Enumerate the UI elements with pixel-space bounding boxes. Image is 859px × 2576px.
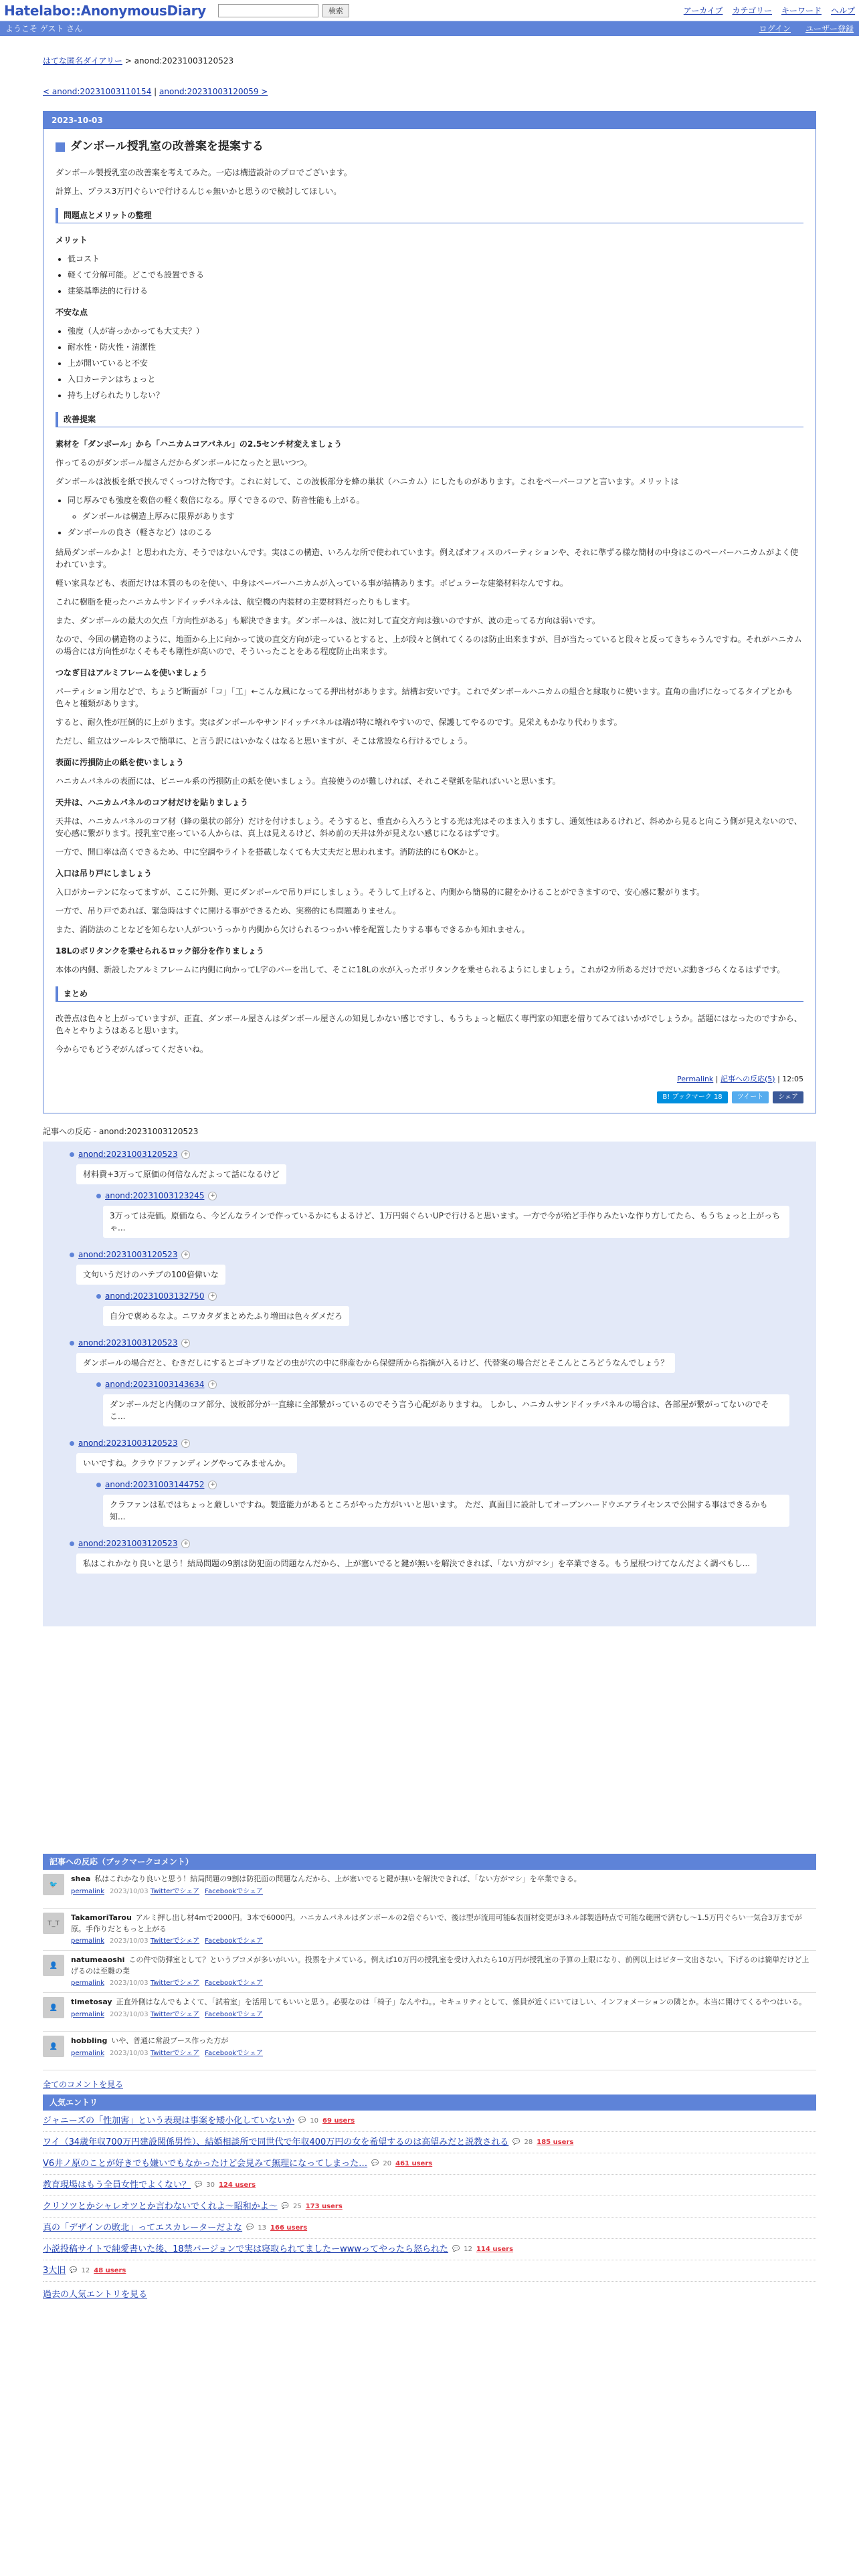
response-item [70,1537,789,1579]
comment-bubble-icon: 💬 [70,2266,78,2274]
response-text: 3万っては売価。原価なら、今どんなラインで作っているかにもよるけど、1万円弱ぐらいUPで行けると思います。一方で今が殆ど手作りみたいな作り方してたら、もうちょっと上がっちゃ... [103,1206,789,1238]
bullet-icon [70,1341,74,1346]
past-popular-link[interactable]: 過去の人気エントリを見る [43,2290,148,2300]
tweet-button[interactable]: ツイート [732,1091,769,1103]
user-bar [0,21,859,36]
response-item [70,1337,789,1432]
demerit-list [68,325,803,401]
bookmark-comment [43,1993,816,2032]
nested-list [82,510,803,522]
response-id-link[interactable]: anond:20231003123245 [105,1191,205,1200]
expand-icon[interactable]: + [208,1192,217,1200]
comment-bubble-icon: 💬 [195,2181,203,2188]
bullet-icon [70,1441,74,1446]
comment-count: 28 [524,2139,533,2146]
popular-entry [43,2111,816,2132]
global-header [0,0,859,21]
nav-help-link[interactable]: ヘルプ [830,5,855,15]
expand-icon[interactable]: + [181,1539,190,1548]
crow-avatar-icon[interactable]: 🐦 [43,1874,64,1895]
response-text: クラファンは私ではちょっと厳しいですね。製造能力があるところがやった方がいいと思います。 ただ、真面目に設計してオープンハードウエアライセンスで公開する事はできるかも知... [103,1495,789,1527]
twitter-share-link[interactable]: Twitterでシェア [150,1887,200,1895]
response-id-link[interactable]: anond:20231003120523 [78,1150,178,1159]
list-item-text: 同じ厚みでも強度を数倍の軽く数倍になる。厚くできるので、防音性能も上がる。 [68,495,365,505]
comment-date: 2023/10/03 [110,1937,149,1945]
nav-category-link[interactable]: カテゴリー [732,5,772,15]
merit-list [68,253,803,297]
response-text: 材料費+3万って原価の何倍なんだよって話になるけど [76,1164,286,1184]
bullet-icon [96,1194,101,1198]
past-popular [43,2288,816,2302]
entry-pager [43,86,859,98]
expand-icon[interactable]: + [181,1150,190,1159]
paragraph: すると、耐久性が圧倒的に上がります。実はダンボールやサンドイッチパネルは端が特に壊れやすいので、保護してやるのです。見栄えもかなり代わります。 [56,717,622,727]
response-link-row [70,1437,789,1449]
permalink-link[interactable]: Permalink [677,1074,714,1083]
popular-entries-list [43,2111,816,2282]
title-square-icon [56,142,65,152]
honeycomb-merit-list [68,494,803,538]
popular-entry [43,2260,816,2282]
comment-meta [71,1978,816,1988]
popular-entries-heading: 人気エントリ [43,2095,816,2111]
response-text: 私はこれかなり良いと思う！結局問題の9割は防犯面の問題なんだから、上が塞いでると鍵が無いを解決できれば、「ない方がマシ」を卒業できる。もう屋根つけてなんだよく調べもし... [76,1553,757,1574]
section-heading: 改善提案 [56,412,803,427]
popular-entry [43,2132,816,2153]
comment-count: 25 [292,2203,302,2210]
bookmark-users[interactable]: 114 users [476,2246,514,2253]
comment-bubble-icon: 💬 [281,2202,289,2210]
child-response [96,1290,789,1331]
list-item: • 入口カーテンはちょっと [68,373,803,385]
expand-icon[interactable]: + [181,1251,190,1259]
comment-bubble-icon: 💬 [371,2159,379,2167]
comment-date: 2023/10/03 [110,1979,149,1987]
bookmark-users[interactable]: 173 users [305,2203,343,2210]
comment-date: 2023/10/03 [110,1887,149,1895]
share-buttons [56,1091,803,1103]
paragraph: また、消防法のことなどを知らない人がついうっかり内側から欠けられるつっかい棒を配置したりする事もできるかも知れません。 [56,924,530,934]
subheading: 素材を「ダンボール」から「ハニカムコアパネル」の2.5センチ材変えましょう [56,439,343,449]
list-item: • 低コスト [68,253,803,265]
response-link-row [70,1537,789,1549]
list-item: • 軽くて分解可能。どこでも設置できる [68,269,803,281]
expand-icon[interactable]: + [181,1439,190,1448]
subheading: つなぎ目はアルミフレームを使いましょう [56,667,208,677]
paragraph: また、ダンボールの最大の欠点「方向性がある」も解決できます。ダンボールは、波に対して直交方向は強いのですが、波の走ってる方向は弱いです。 [56,615,600,625]
expand-icon[interactable]: + [208,1380,217,1389]
bullet-icon [70,1253,74,1257]
bookmark-comment-body [71,1913,816,1946]
entry-title-text: ダンボール授乳室の改善案を提案する [70,140,264,153]
responses-link[interactable]: 記事への反応(5) [721,1074,775,1083]
bookmark-user[interactable]: shea [71,1874,91,1883]
subheading: 天井は、ハニカムパネルのコア材だけを貼りましょう [56,797,249,807]
bookmark-comment [43,1951,816,1993]
bookmark-user[interactable]: TakamoriTarou [71,1913,132,1922]
popular-entry [43,2175,816,2196]
comment-permalink[interactable]: permalink [71,1979,104,1987]
response-link-row [96,1190,789,1202]
twitter-share-link[interactable]: Twitterでシェア [150,2010,200,2018]
expand-icon[interactable]: + [181,1339,190,1348]
section-heading: まとめ [56,986,803,1002]
bookmark-comment [43,1909,816,1951]
bookmark-users[interactable]: 461 users [395,2160,433,2167]
comment-text: 正直外側はなんでもよくて、「試着室」を活用してもいいと思う。必要なのは「椅子」なんやね。。セキュリティとして、係員が近くにいてほしい、インフォメーションの隣とか。本当に開けてくるやつはいる。 [116,1998,807,2006]
response-link-row [96,1290,789,1302]
intro-paragraph: ダンボール製授乳室の改善案を考えてみた。一応は構造設計のプロでございます。 [56,167,352,177]
response-id-link[interactable]: anond:20231003120523 [78,1539,178,1548]
response-id-link[interactable]: anond:20231003132750 [105,1291,205,1301]
breadcrumb-root-link[interactable]: はてな匿名ダイアリー [43,56,122,66]
popular-entry-link[interactable]: 真の「デザインの敗北」ってエスカレーターだよな [43,2222,243,2233]
bookmark-users[interactable]: 185 users [537,2139,574,2146]
comment-bubble-icon: 💬 [298,2117,306,2124]
comment-line [71,1874,581,1885]
child-response [96,1190,789,1243]
paragraph: 結局ダンボールかよ！と思われた方、そうではないんです。実はこの構造、いろんな所で使われています。例えばオフィスのパーティションや、それに準ずる様な簡材の中身はこのペーパーハニカムがよく使われています。 [56,547,799,569]
bookmark-comment [43,1870,816,1909]
paragraph: ダンボールは波板を紙で挟んでくっつけた物です。これに対して、この波板部分を蜂の巣状（ハニカム）にしたものがあります。これをペーパーコアと言います。メリットは [56,476,679,486]
response-text: ダンボールだと内側のコア部分、波板部分が一直線に全部繋がっているのでそう言う心配がありますね。 しかし、ハニカムサンドイッチパネルの場合は、各部屋が繋がってないのでそこ... [103,1394,789,1426]
user-avatar-icon[interactable]: 👤 [43,1955,64,1976]
list-item: • 上が開いていると不安 [68,357,803,369]
user-avatar-icon[interactable]: 👤 [43,1997,64,2018]
paragraph: 軽い家具なども、表面だけは木質のものを使い、中身はペーパーハニカムが入っている事が結構あります。ポピュラーな建築材料なんですね。 [56,578,568,588]
paragraph: 今からでもどうぞがんばってくださいね。 [56,1044,208,1054]
response-link-row [70,1249,789,1261]
comment-count: 20 [383,2160,392,2167]
comment-permalink[interactable]: permalink [71,2049,104,2057]
popular-entry [43,2218,816,2239]
facebook-share-link[interactable]: Facebookでシェア [205,2010,263,2018]
comment-text: 私はこれかなり良いと思う！結局問題の9割は防犯面の問題なんだから、上が塞いでると鍵が無いを解決できれば、「ない方がマシ」を卒業できる。 [94,1874,581,1883]
twitter-share-link[interactable]: Twitterでシェア [150,1979,200,1987]
paragraph: これに樹脂を使ったハニカムサンドイッチパネルは、航空機の内装材の主要材料だったりもします。 [56,597,415,607]
paragraph: 本体の内側、新設したアルミフレームに内側に向かってL字のバーを出して、そこに18Lの水が入ったポリタンクを乗せられるようにしましょう。これが2カ所あるだけでだいぶ動きづらくなるはずです。 [56,964,785,974]
bookmark-comments-section [43,1854,816,2302]
bookmark-comment-body [71,2036,268,2066]
comment-bubble-icon: 💬 [246,2224,254,2231]
response-text: 文句いうだけのハテブの100倍偉いな [76,1265,225,1285]
bullet-icon [96,1483,101,1487]
bullet-icon [70,1152,74,1157]
paragraph: 作ってるのがダンボール屋さんだからダンボールになったと思いつつ。 [56,457,312,467]
comment-meta [71,1887,581,1897]
comment-text: この件で防弾室として？というブコメが多いがいい。投票をナメている。例えば10万円の授乳室を受け入れたら10万円が授乳室の予算の上限になり、前例以上はビター文出さない。下げるのは簡単だけど上げるのは至難の業 [71,1955,809,1975]
comment-permalink[interactable]: permalink [71,1937,104,1945]
comment-meta [71,2048,268,2058]
breadcrumb [43,55,859,67]
popular-entry-link[interactable]: クリソツとかシャレオツとか言わないでくれよ〜昭和かよ〜 [43,2201,278,2212]
facebook-share-link[interactable]: Facebookでシェア [205,1979,263,1987]
list-item: • ダンボールの良さ（軽さなど）はのこる [68,526,803,538]
comment-permalink[interactable]: permalink [71,2010,104,2018]
response-id-link[interactable]: anond:20231003120523 [78,1250,178,1259]
responses-tree [43,1142,816,1626]
response-link-row [70,1337,789,1349]
comment-line [71,1997,806,2008]
next-entry-link[interactable]: anond:20231003120059 > [159,87,268,96]
bookmark-comment-body [71,1955,816,1988]
entry-time: 12:05 [782,1074,803,1083]
entry-title [56,138,803,156]
subheading: メリット [56,235,88,245]
bookmark-user[interactable]: hobbling [71,2036,108,2045]
paragraph: 改善点は色々と上がっていますが、正直、ダンボール屋さんはダンボール屋さんの知見しかない感じですし、もうちょっと幅広く専門家の知恵を借りてみてはいかがでしょうか。話題にはなったのですから、色々とやりようはあると思います。 [56,1013,802,1035]
intro-paragraph: 計算上、プラス3万円ぐらいで行けるんじゃ無いかと思うので検討してほしい。 [56,186,342,196]
comment-text: いや、普通に常設ブース作った方が [111,2036,229,2045]
search-form [218,4,349,17]
bookmark-comment-body [71,1997,806,2027]
bullet-icon [96,1382,101,1387]
bookmark-users[interactable]: 166 users [270,2224,308,2232]
twitter-share-link[interactable]: Twitterでシェア [150,2049,200,2057]
list-item: • 建築基準法的に行ける [68,285,803,297]
search-button[interactable]: 検索 [322,4,349,17]
entry-body [43,129,816,1113]
paragraph: ハニカムパネルの表面には、ビニール系の汚損防止の紙を使いましょう。直接使うのが難しければ、それこそ壁紙を貼ればいいと思います。 [56,776,561,786]
list-item: • 耐水性・防火性・清潔性 [68,341,803,353]
tt-avatar-icon[interactable]: T_T [43,1913,64,1934]
response-item [70,1148,789,1243]
comment-line [71,1955,816,1977]
popular-entry [43,2196,816,2218]
paragraph: なので、今回の構造物のように、地面から上に向かって波の直交方向が走っているとすると、上が段々と倒れてくるのは防止出来ますが、目が当たっていると段々と反ってきちゃうんですね。それがハニカムの場合には方向性がなくそもそも剛性が高いので、そういったことをある程度防止出来ます。 [56,634,802,656]
paragraph: パーティション用などで、ちょうど断面が「コ」「工」←こんな風になってる押出材があります。結構お安いです。これでダンボールハニカムの組合と縁取りに使います。直角の曲げになってるタイプとかも色々と種類があります。 [56,686,793,708]
popular-entry-link[interactable]: 3大旧 [43,2265,66,2276]
bookmark-users[interactable]: 48 users [94,2267,126,2274]
popular-entry-link[interactable]: 小説投稿サイトで純愛書いた後、18禁バージョンで実は寝取られてましたーwwwってやったら怒られた [43,2244,449,2254]
bookmark-user[interactable]: natumeaoshi [71,1955,125,1964]
comment-text: アルミ押し出し材4mで2000円。3本で6000円。ハニカムパネルはダンボールの2倍ぐらいで、後は型が流用可能&表面材変更が3ネル部製造時点で可能な範囲で済むし〜1.5万円ぐらい一気合3万までが原。手作りだともっと上がる [71,1913,802,1933]
comment-count: 30 [206,2181,215,2189]
response-link-row [96,1378,789,1390]
popular-entry-link[interactable]: 教育現場はもう全員女性でよくない？ [43,2179,191,2190]
subheading: 不安な点 [56,307,88,317]
search-input[interactable] [218,4,318,17]
child-response [96,1378,789,1432]
expand-icon[interactable]: + [208,1481,217,1489]
hatena-bookmark-button[interactable]: B! ブックマーク 18 [657,1091,727,1103]
response-id-link[interactable]: anond:20231003120523 [78,1438,178,1448]
response-text: いいですね。クラウドファンディングやってみませんか。 [76,1453,297,1473]
child-response [96,1479,789,1532]
nav-keyword-link[interactable]: キーワード [781,5,822,15]
login-link[interactable]: ログイン [759,24,791,33]
comment-count: 10 [310,2117,319,2125]
bullet-icon [70,1541,74,1546]
bookmark-comments-heading: 記事への反応（ブックマークコメント） [43,1854,816,1870]
subheading: 表面に汚損防止の紙を使いましょう [56,757,185,767]
expand-icon[interactable]: + [208,1292,217,1301]
comment-line [71,2036,268,2047]
user-avatar-icon[interactable]: 👤 [43,2036,64,2057]
top-nav [684,5,855,17]
comment-date: 2023/10/03 [110,2049,149,2057]
welcome-text: ようこそ ゲスト さん [5,24,83,33]
response-id-link[interactable]: anond:20231003144752 [105,1480,205,1489]
twitter-share-link[interactable]: Twitterでシェア [150,1937,200,1945]
responses-heading: 記事への反応 - anond:20231003120523 [43,1127,199,1136]
popular-entry-link[interactable]: V6井ノ原のことが好きでも嫌いでもなかったけど会見みて無理になってしまった… [43,2158,368,2169]
response-text: 自分で褒めるなよ。ニワカタダまとめたふり増田は色々ダメだろ [103,1306,349,1326]
response-id-link[interactable]: anond:20231003143634 [105,1380,205,1389]
bullet-icon [96,1294,101,1299]
comment-date: 2023/10/03 [110,2010,149,2018]
paragraph: ただし、組立はツールレスで簡単に、と言う訳にはいかなくはなると思いますが、そこは常設なら行けるでしょう。 [56,736,472,746]
comment-meta [71,1936,816,1946]
bookmark-user[interactable]: timetosay [71,1998,112,2006]
all-comments [43,2078,816,2090]
comment-count: 12 [464,2246,472,2253]
facebook-share-link[interactable]: Facebookでシェア [205,1937,263,1945]
comment-permalink[interactable]: permalink [71,1887,104,1895]
comment-count: 13 [258,2224,267,2232]
pager-separator: | [154,87,157,96]
paragraph: 入口がカーテンになってますが、ここに外側、更にダンボールで吊り戸にしましょう。そうして上げると、内側から簡易的に鍵をかけることができますので、安心感に繋がります。 [56,887,705,897]
facebook-share-button[interactable]: シェア [773,1091,803,1103]
comment-bubble-icon: 💬 [512,2138,520,2145]
paragraph: 一方で、開口率は高くできるため、中に空調やライトを搭載しなくても大丈夫だと思われます。消防法的にもOKかと。 [56,847,484,857]
list-item: ◦ ダンボールは構造上厚みに限界があります [82,510,803,522]
popular-entry [43,2239,816,2260]
prev-entry-link[interactable]: < anond:20231003110154 [43,87,152,96]
bookmark-users[interactable]: 69 users [322,2117,355,2125]
response-item [70,1437,789,1532]
response-item [70,1249,789,1331]
popular-entry-link[interactable]: ワイ（34歳年収700万円建設関係男性）、結婚相談所で同世代で年収400万円の女を希望するのは高望みだと説教される [43,2137,509,2147]
entry-footer: Permalink | 記事への反応(5) | 12:05 [677,1074,803,1083]
response-id-link[interactable]: anond:20231003120523 [78,1338,178,1348]
comment-count: 12 [81,2267,90,2274]
facebook-share-link[interactable]: Facebookでシェア [205,1887,263,1895]
response-link-row [96,1479,789,1491]
paragraph: 一方で、吊り戸であれば、緊急時はすぐに開ける事ができるため、実務的にも問題ありません。 [56,905,401,916]
paragraph: 天井は、ハニカムパネルのコア材（蜂の巣状の部分）だけを付けましょう。そうすると、垂直から入ろうとする光は光はそのまま入りますし、通気性はあるけれど、斜めから見ると向こう側が見えないので、安心感に繋がります。授乳室で座っている人からは、真上は見えるけど、斜め前の天井は外が見えない感じになるはずです。 [56,816,802,838]
list-item: • 持ち上げられたりしない？ [68,389,803,401]
list-item: • 強度（人が寄っかかっても大丈夫？） [68,325,803,337]
day-section [43,111,816,1113]
response-text: ダンボールの場合だと、むきだしにするとゴキブリなどの虫が穴の中に卵産むから保健所から指摘が入るけど、代替案の場合だとそこんところどうなんでしょう？ [76,1353,675,1373]
breadcrumb-separator: > [124,56,132,66]
bookmark-users[interactable]: 124 users [218,2181,256,2189]
bookmark-comment [43,2032,816,2070]
popular-entry-link[interactable]: ジャニーズの「性加害」という表現は事案を矮小化していないか [43,2115,295,2126]
entry-date: 2023-10-03 [43,112,816,129]
register-link[interactable]: ユーザー登録 [805,24,854,33]
comment-line [71,1913,816,1935]
facebook-share-link[interactable]: Facebookでシェア [205,2049,263,2057]
section-heading: 問題点とメリットの整理 [56,208,803,223]
comment-bubble-icon: 💬 [452,2245,460,2252]
subheading: 18Lのポリタンクを乗せられるロック部分を作りましょう [56,946,264,956]
bookmark-comment-body [71,1874,581,1904]
comment-meta [71,2010,806,2020]
breadcrumb-current: anond:20231003120523 [134,56,234,66]
nav-archive-link[interactable]: アーカイブ [683,5,723,15]
site-logo[interactable]: Hatelabo::AnonymousDiary [4,2,206,19]
popular-entry [43,2153,816,2175]
response-link-row [70,1148,789,1160]
all-comments-link[interactable]: 全てのコメントを見る [43,2080,124,2089]
subheading: 入口は吊り戸にしましょう [56,868,153,878]
list-item [68,494,803,522]
